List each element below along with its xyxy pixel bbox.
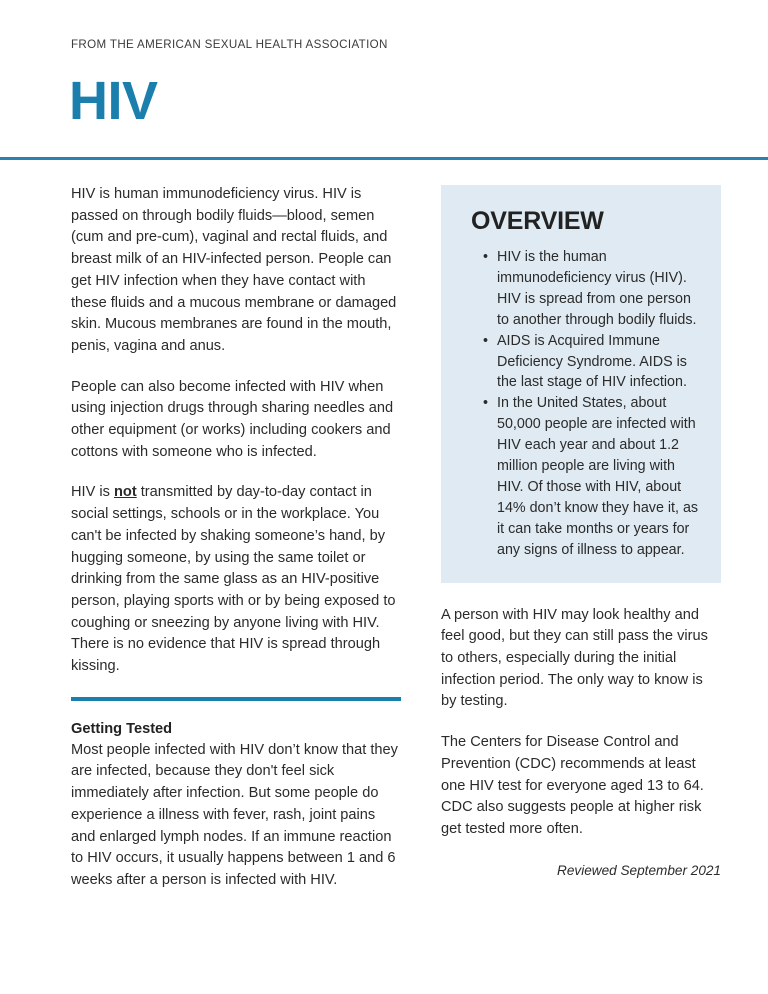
overview-title: OVERVIEW — [471, 207, 604, 235]
paragraph-cdc-recommendation: The Centers for Disease Control and Prevention (CDC) recommends at least one HIV test for everyone aged 13 to 64. CDC also suggests people at higher risk get tested more often. — [441, 734, 704, 837]
page-title: HIV — [69, 71, 158, 131]
paragraph-injection-drugs: People can also become infected with HIV when using injection drugs through sharing needles and other equipment (or works) including cookers and cottons with someone who is infected. — [71, 378, 394, 460]
left-column — [71, 184, 401, 892]
reviewed-date: Reviewed September 2021 — [557, 862, 721, 878]
paragraph-not-transmitted-lead: HIV is — [71, 484, 114, 501]
list-item: • AIDS is Acquired Immune Deficiency Syndrome. AIDS is the last stage of HIV infection. — [483, 331, 701, 394]
header-divider-rule — [0, 157, 768, 160]
list-item: • HIV is the human immunodeficiency virus (HIV). HIV is spread from one person to another through bodily fluids. — [483, 247, 701, 331]
list-item: • In the United States, about 50,000 people are infected with HIV each year and about 1.2 million people are living with HIV. Of those with HIV, about 14% don’t know they have it, as it can take months or years for any signs of illness to appear. — [483, 393, 701, 560]
section-divider-rule — [71, 697, 401, 701]
overview-callout-box — [441, 185, 721, 583]
paragraph-getting-tested: Most people infected with HIV don’t know that they are infected, because they don't feel sick immediately after infection. But some people do experience a illness with fever, rash, joint pains and enlarged lymph nodes. If an immune reaction to HIV occurs, it usually happens between 1 and 6 weeks after a person is infected with HIV. — [71, 741, 398, 888]
right-column — [441, 185, 721, 878]
paragraph-look-healthy: A person with HIV may look healthy and feel good, but they can still pass the virus to others, especially during the initial infection period. The only way to know is by testing. — [441, 606, 708, 710]
paragraph-not-transmitted-rest: transmitted by day-to-day contact in social settings, schools or in the workplace. You can't be infected by shaking someone’s hand, by hugging someone, by using the same toilet or drinking from the same glass as an HIV-positive person, playing sports with or by being exposed to coughing or sneezing by anyone living with HIV. There is no evidence that HIV is spread through kissing. — [71, 484, 396, 675]
paragraph-transmission-fluids: HIV is human immunodeficiency virus. HIV is passed on through bodily fluids—blood, semen (cum and pre-cum), vaginal and rectal fluids, and breast milk of an HIV-infected person. People can get HIV infection when they have contact with these fluids and a mucous membrane or damaged skin. Mucous membranes are found in the mouth, penis, vagina and anus. — [71, 186, 397, 354]
emphasis-not: not — [113, 484, 137, 501]
getting-tested-heading: Getting Tested — [71, 720, 173, 737]
masthead — [0, 0, 768, 160]
paragraph-not-transmitted — [71, 482, 401, 677]
overview-bullet-list — [463, 247, 701, 561]
publisher-kicker: FROM THE AMERICAN SEXUAL HEALTH ASSOCIATION — [71, 38, 388, 51]
